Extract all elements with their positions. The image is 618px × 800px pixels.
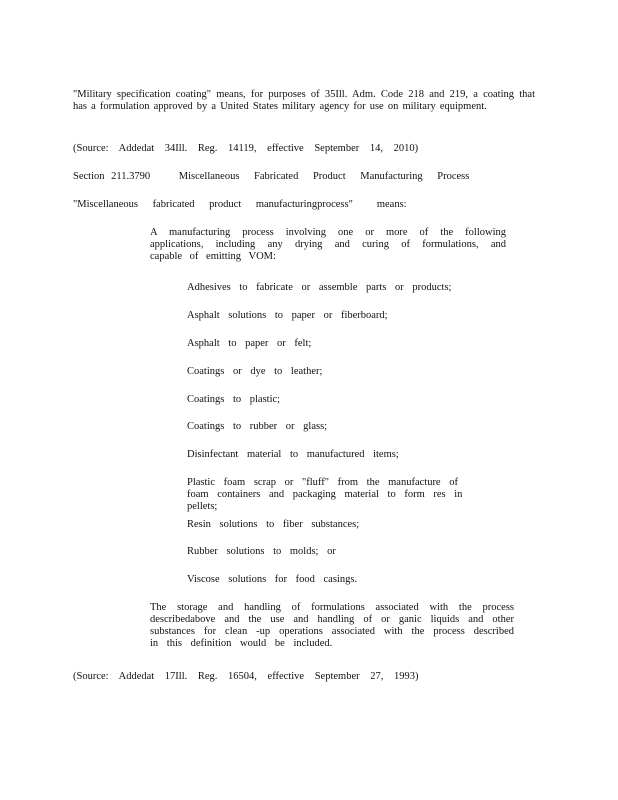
- application-item: Asphalt to paper or felt;: [187, 338, 312, 349]
- application-item: Resin solutions to fiber substances;: [187, 519, 360, 530]
- section-label: Section: [73, 171, 105, 182]
- closing-paragraph: The storage and handling of formulations associated with the process describedabove and the use and handling of or ganic liquids and other substances for clean -up operations associated with the process described in this definition would be included.: [150, 602, 514, 649]
- application-item: Coatings to plastic;: [187, 394, 281, 405]
- source-note-2: (Source: Addedat 17Ill. Reg. 16504, effective September 27, 1993): [73, 671, 419, 682]
- section-title: Miscellaneous Fabricated Product Manufacturing Process: [178, 171, 470, 182]
- definition-misc-fabricated: [73, 199, 407, 211]
- application-item: Asphalt solutions to paper or fiberboard;: [187, 310, 388, 321]
- definition-intro: A manufacturing process involving one or more of the following applications, including any drying and curing of formulations, and capable of emitting VOM:: [150, 227, 506, 262]
- application-item: Coatings to rubber or glass;: [187, 421, 328, 432]
- section-heading: [73, 171, 469, 183]
- application-item: Coatings or dye to leather;: [187, 366, 323, 377]
- source-note-1: (Source: Addedat 34Ill. Reg. 14119, effective September 14, 2010): [73, 143, 419, 154]
- application-item: Disinfectant material to manufactured items;: [187, 449, 399, 460]
- application-item: Adhesives to fabricate or assemble parts or products;: [187, 282, 452, 293]
- section-number: 211.3790: [111, 171, 151, 182]
- application-item: Viscose solutions for food casings.: [187, 574, 358, 585]
- definition-military-specification-coating: "Military specification coating" means, for purposes of 35Ill. Adm. Code 218 and 219, a coating that has a formulation approved by a United States military agency for use on military equipment.: [73, 89, 535, 112]
- application-item: Plastic foam scrap or "fluff" from the manufacture of foam containers and packaging material to form res in pellets;: [187, 477, 463, 512]
- definition-term: "Miscellaneous fabricated product manufacturingprocess": [73, 199, 353, 210]
- application-item: Rubber solutions to molds; or: [187, 546, 336, 557]
- definition-means: means:: [376, 199, 407, 210]
